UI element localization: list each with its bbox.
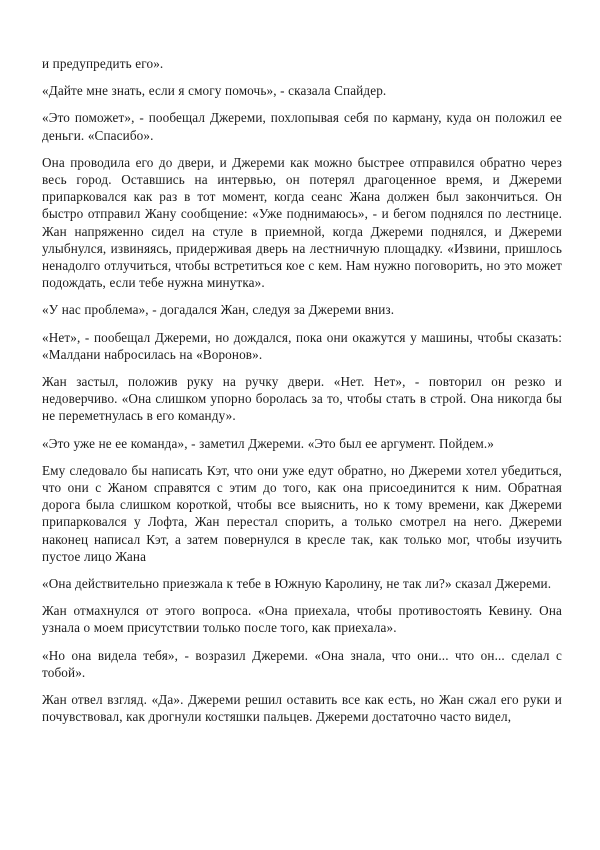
paragraph: и предупредить его». [42,56,164,71]
paragraph: Она проводила его до двери, и Джереми как можно быстрее отправился обратно через весь город. Оставшись на интервью, он потерял драгоценное время, и Джереми припарковался как раз в тот момент, когда сеанс Жана должен был закончиться. Он быстро отправил Жану сообщение: «Уже поднимаюсь», - и бегом поднялся по лестнице. Жан напряженно сидел на стуле в приемной, когда Джереми поднялся, и Джереми улыбнулся, извиняясь, придерживая дверь на лестничную площадку. «Извини, пришлось ненадолго отлучиться, чтобы встретиться кое с кем. Нам нужно поговорить, но это может подождать, если тебе нужна минутка». [42,154,562,291]
paragraph: «Но она видела тебя», - возразил Джереми. «Она знала, что они... что он... сделал с тобой». [42,647,562,680]
paragraph: «Нет», - пообещал Джереми, но дождался, пока они окажутся у машины, чтобы сказать: «Малдани набросилась на «Воронов». [42,329,562,362]
paragraph: «Она действительно приезжала к тебе в Южную Каролину, не так ли?» сказал Джереми. [42,576,552,592]
paragraph: Жан отмахнулся от этого вопроса. «Она приехала, чтобы противостоять Кевину. Она узнала о моем присутствии только после того, как приехала». [42,603,562,636]
paragraph: Жан отвел взгляд. «Да». Джереми решил оставить все как есть, но Жан сжал его руки и почувствовал, как дрогнули костяшки пальцев. Джереми достаточно часто видел, [42,692,562,725]
paragraph: «У нас проблема», - догадался Жан, следуя за Джереми вниз. [42,302,395,318]
body-text-column [42,55,562,726]
paragraph: «Дайте мне знать, если я смогу помочь», - сказала Спайдер. [42,83,387,99]
paragraph: Жан застыл, положив руку на ручку двери. «Нет. Нет», - повторил он резко и недоверчиво. «Она слишком упорно боролась за то, чтобы стать в строй. Она никогда бы не переметнулась в его команду». [42,374,562,424]
paragraph: «Это уже не ее команда», - заметил Джереми. «Это был ее аргумент. Пойдем.» [42,435,495,451]
paragraph: «Это поможет», - пообещал Джереми, похлопывая себя по карману, куда он положил ее деньги. «Спасибо». [42,110,562,143]
paragraph: Ему следовало бы написать Кэт, что они уже едут обратно, но Джереми хотел убедиться, что они с Жаном справятся с этим до того, как она присоединится к ним. Обратная дорога была слишком короткой, чтобы все выяснить, но к тому времени, как Джереми припарковался у Лофта, Жан перестал спорить, а только смотрел на него. Джереми наконец написал Кэт, а затем повернулся в кресле так, как только мог, чтобы изучить пустое лицо Жана [42,462,562,564]
